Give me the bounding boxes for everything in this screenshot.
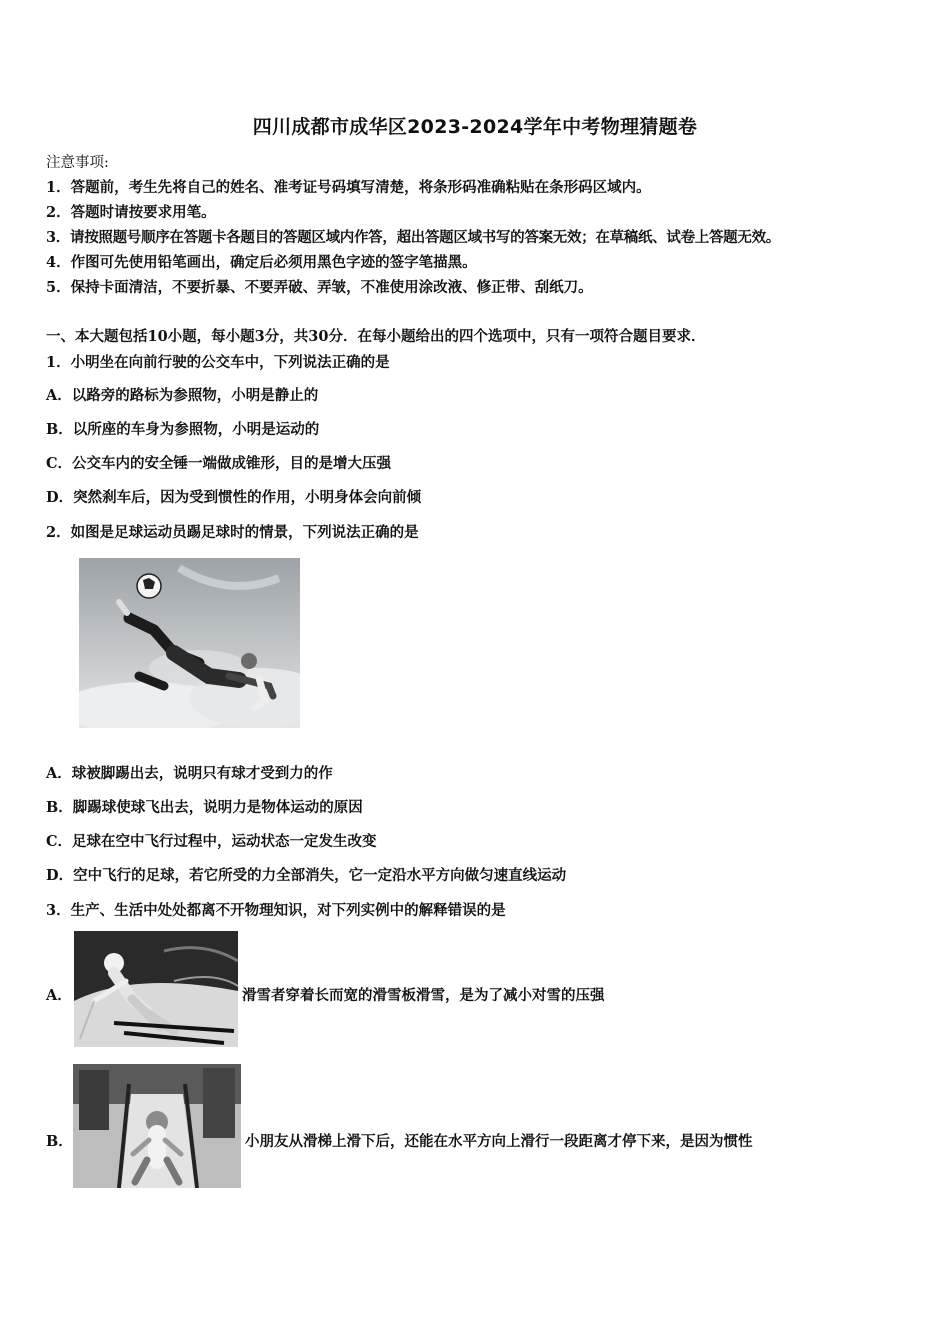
q3-option-a-text: 滑雪者穿着长而宽的滑雪板滑雪，是为了减小对雪的压强 bbox=[242, 987, 605, 1004]
q1-option-c: C．公交车内的安全锤一端做成锥形，目的是增大压强 bbox=[46, 455, 392, 472]
skier-image bbox=[74, 931, 238, 1047]
q1-stem: 1．小明坐在向前行驶的公交车中，下列说法正确的是 bbox=[46, 354, 390, 371]
note-item-3: 3．请按照题号顺序在答题卡各题目的答题区域内作答，超出答题区域书写的答案无效；在草稿纸、试卷上答题无效。 bbox=[46, 229, 780, 246]
q2-stem: 2．如图是足球运动员踢足球时的情景，下列说法正确的是 bbox=[46, 524, 419, 541]
q2-option-a: A．球被脚踢出去，说明只有球才受到力的作 bbox=[46, 765, 333, 782]
note-item-5: 5．保持卡面清洁，不要折暴、不要弄破、弄皱，不准使用涂改液、修正带、刮纸刀。 bbox=[46, 279, 593, 296]
q3-option-b-text: 小朋友从滑梯上滑下后，还能在水平方向上滑行一段距离才停下来，是因为惯性 bbox=[245, 1133, 753, 1150]
q1-option-a: A．以路旁的路标为参照物，小明是静止的 bbox=[46, 387, 319, 404]
q2-option-b: B．脚踢球使球飞出去，说明力是物体运动的原因 bbox=[46, 799, 363, 816]
q2-option-d: D．空中飞行的足球，若它所受的力全部消失，它一定沿水平方向做匀速直线运动 bbox=[46, 867, 567, 884]
notes-heading: 注意事项: bbox=[46, 155, 109, 171]
q3-option-b-letter: B． bbox=[46, 1133, 73, 1150]
note-item-4: 4．作图可先使用铅笔画出，确定后必须用黑色字迹的签字笔描黑。 bbox=[46, 254, 477, 271]
note-item-1: 1．答题前，考生先将自己的姓名、准考证号码填写清楚，将条形码准确粘贴在条形码区域内。 bbox=[46, 179, 651, 196]
q3-stem: 3．生产、生活中处处都离不开物理知识，对下列实例中的解释错误的是 bbox=[46, 902, 506, 919]
q1-option-b: B．以所座的车身为参照物，小明是运动的 bbox=[46, 421, 320, 438]
soccer-kick-image bbox=[79, 558, 300, 728]
q3-option-a-letter: A． bbox=[46, 987, 72, 1004]
q1-option-d: D．突然刹车后，因为受到惯性的作用，小明身体会向前倾 bbox=[46, 489, 422, 506]
q2-option-c: C．足球在空中飞行过程中，运动状态一定发生改变 bbox=[46, 833, 377, 850]
slide-child-image bbox=[73, 1064, 241, 1188]
note-item-2: 2．答题时请按要求用笔。 bbox=[46, 204, 216, 221]
page-title: 四川成都市成华区2023-2024学年中考物理猜题卷 bbox=[252, 116, 698, 138]
section-heading: 一、本大题包括10小题，每小题3分，共30分．在每小题给出的四个选项中，只有一项符合题目要求． bbox=[46, 328, 706, 345]
